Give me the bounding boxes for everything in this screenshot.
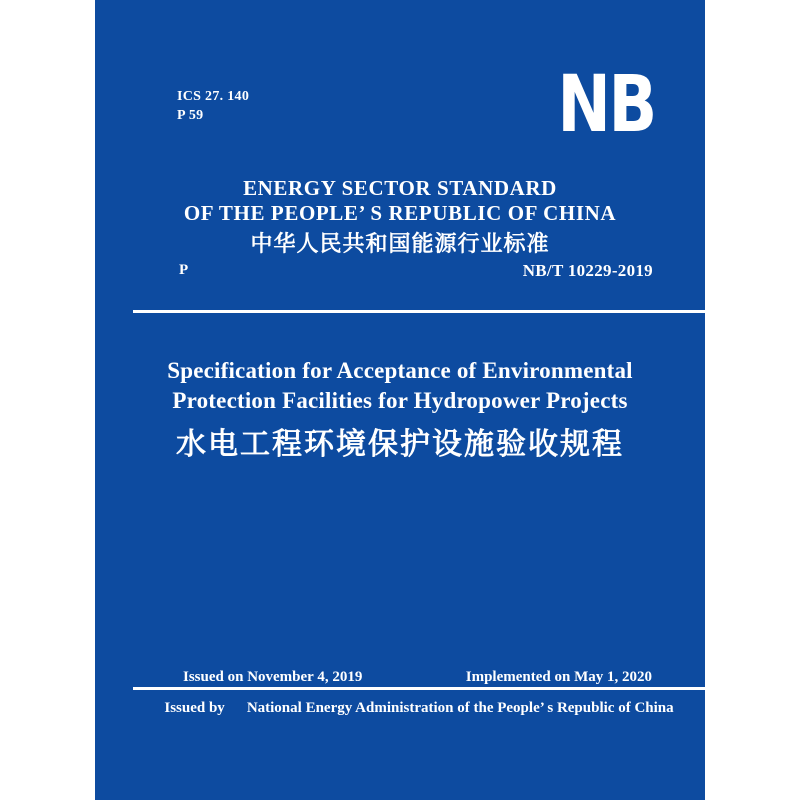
standard-cover (95, 0, 705, 800)
title-en-line1: Specification for Acceptance of Environmental (167, 358, 633, 383)
issued-date: Issued on November 4, 2019 (183, 669, 363, 685)
header-standard-name-en-line2: OF THE PEOPLE’ S REPUBLIC OF CHINA (183, 201, 617, 225)
standard-number: NB/T 10229-2019 (522, 261, 653, 280)
classification-code: P 59 (177, 108, 204, 123)
issued-by-label: Issued by (164, 700, 225, 716)
dates-row (133, 669, 705, 687)
title-en-line2: Protection Facilities for Hydropower Projects (172, 388, 628, 413)
header-standard-name-cn: 中华人民共和国能源行业标准 (250, 232, 550, 257)
ics-code: ICS 27. 140 (177, 89, 250, 104)
doc-class-letter: P (179, 262, 189, 278)
issuing-authority-row (133, 700, 705, 717)
issuing-authority: National Energy Administration of the People’ s Republic of China (246, 700, 674, 716)
bottom-divider-rule (133, 687, 705, 690)
title-cn: 水电工程环境保护设施验收规程 (176, 427, 624, 462)
nb-logo: NB (557, 60, 655, 150)
implemented-date: Implemented on May 1, 2020 (465, 669, 652, 685)
top-divider-rule (133, 310, 705, 313)
header-standard-name-en-line1: ENERGY SECTOR STANDARD (243, 176, 557, 200)
ics-classification-block (177, 87, 249, 125)
